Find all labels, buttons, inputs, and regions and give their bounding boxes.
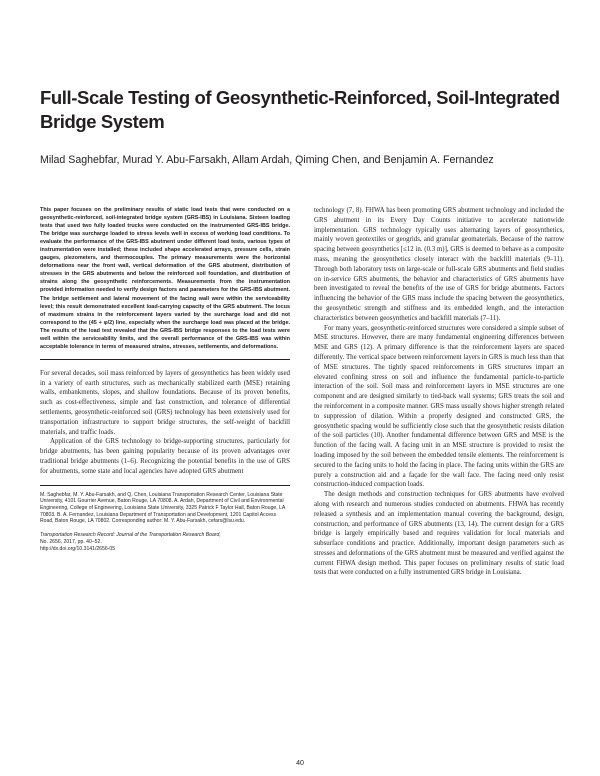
abstract: This paper focuses on the preliminary results of static load tests that were conducted on a geosynthetic-reinforced, soil-integrated bridge system (GRS-IBS) in Louisiana. Sixteen loading tests that used two fully loaded trucks were conducted on the instrumented GRS-IBS bridge. The bridge was surcharge loaded to stress levels well in excess of working load conditions. To evaluate the performance of the GRS-IBS abutment under different load tests, various types of instrumentation were installed; these included shape accelerated arrays, pressure cells, strain gauges, piezometers, and thermocouples. The primary measurements were the horizontal deformations near the front wall, vertical deformation of the GRS abutment, distribution of stresses in the GRS abutments and below the reinforced soil foundation, and distribution of strains along the geosynthetic reinforcements. Measurements from the instrumentation provided information needed to verify design factors and parameters for the GRS-IBS abutment. The bridge settlement and lateral movement of the facing wall were within the serviceability level; this result demonstrated excellent load-carrying capacity of the GRS abutment. The locus of maximum strains in the reinforcement layers varied by the surcharge load and did not correspond to the (45 + φ/2) line, especially when the surcharge load was placed at the bridge. The results of the load test revealed that the GRS-IBS bridge responses to the load tests were well within the serviceability limits, and the overall performance of the GRS-IBS was within acceptable tolerance in terms of measured strains, stresses, settlements, and deformations. <box>40 207 290 350</box>
right-column <box>314 206 564 578</box>
page-number: 40 <box>296 760 304 767</box>
paragraph: The design methods and construction techniques for GRS abutments have evolved along with research and numerous studies conducted on abutments. FHWA has recently released a synthesis and an implementation manual covering the background, design, construction, and performance of GRS abutments (13, 14). The current design for a GRS bridge is largely empirically based and requires validation for local materials and subsurface conditions and practice. Additionally, important design parameters such as stresses and deformations of the GRS abutment must be measured and verified against the current FHWA design method. This paper focuses on preliminary results of static load tests that were conducted on a fully instrumented GRS bridge in Louisiana. <box>314 491 564 577</box>
intro-text-right <box>314 206 564 578</box>
journal-name: Transportation Research Record: Journal of the Transportation Research Board, <box>40 532 221 539</box>
paragraph: technology (7, 8). FHWA has been promoting GRS abutment technology and included the GRS abutment in its Every Day Counts initiative to accelerate nationwide implementation. GRS technology typically uses alternating layers of geosynthetics, mainly woven geotextiles or geogrids, and granular geomaterials. Because of the narrow spacing between geosynthetics [≤12 in. (0.3 m)], GRS is deemed to behave as a composite mass, meaning the geosynthetics closely interact with the backfill materials (9–11). Through both laboratory tests on large-scale or full-scale GRS abutments and field studies on in-service GRS abutments, the behavior and characteristics of GRS abutments have been investigated to reveal the benefits of the use of GRS for bridge abutments. Factors influencing the behavior of the GRS mass include the spacing between the geosynthetics, the geosynthetic strength and stiffness and its embedded length, and the interaction characteristics between geosynthetics and backfill materials (7–11). <box>314 207 564 322</box>
intro-text-left <box>40 369 290 477</box>
paragraph: For several decades, soil mass reinforced by layers of geosynthetics has been widely used in a variety of earth structures, such as mechanically stabilized earth (MSE) retaining walls, embankments, slopes, and shallow foundations. Because of its proven benefits, such as cost-effectiveness, simple and fast construction, and tolerance of differential settlements, geosynthetic-reinforced soil (GRS) technology has been extensively used for transportation infrastructure to support bridge structures, the self-weight of backfill materials, and traffic loads. <box>40 369 290 436</box>
journal-issue: No. 2656, 2017, pp. 40–52. <box>40 538 102 545</box>
journal-citation <box>40 532 290 552</box>
doi-link[interactable]: http://dx.doi.org/10.3141/2656-05 <box>40 545 116 552</box>
author-affiliations: M. Saghebfar, M. Y. Abu-Farsakh, and Q. Chen, Louisiana Transportation Research Center, Louisiana State University, 4101 Gourrier Avenue, Baton Rouge, LA 70808. A. Ardah, Department of Civil and Environmental Engineering, College of Engineering, Louisiana State University, 3325 Patrick F Taylor Hall, Baton Rouge, LA 70803. B. A. Fernandez, Louisiana Department of Transportation and Development, 1201 Capitol Access Road, Baton Rouge, LA 70802. Corresponding author: M. Y. Abu-Farsakh, cefars@lsu.edu. <box>40 491 286 525</box>
left-column <box>40 206 290 552</box>
author-list: Milad Saghebfar, Murad Y. Abu-Farsakh, Allam Ardah, Qiming Chen, and Benjamin A. Fernandez <box>40 154 494 166</box>
footnote-divider <box>40 485 290 486</box>
paper-title: Full-Scale Testing of Geosynthetic-Reinforced, Soil-Integrated Bridge System <box>40 87 560 132</box>
paragraph: For many years, geosynthetic-reinforced structures were considered a simple subset of MSE structures. However, there are many fundamental engineering differences between MSE and GRS (12). A primary difference is that the reinforcement layers are spaced differently. The vertical space between reinforcement layers in GRS is much less than that of MSE structures. The tightly spaced reinforcements in GRS structures impart an elevated confining stress on soil and influence the fundamental particle-to-particle interaction of the soil. Soil mass and reinforcement layers in MSE structures are one component and are designed similarly to tied-back wall systems; GRS treats the soil and the reinforcement in a composite manner. GRS mass usually shows higher strength related to suppression of dilation. Within a properly designed and constructed GRS, the geosynthetic spacing would be sufficiently close such that the geosynthetic resists dilation of the soil particles (10). Another fundamental difference between GRS and MSE is the function of the facing wall. A facing unit in an MSE structure is provided to resist the loading imposed by the soil between the embedded tensile elements. The reinforcement is secured to the facing units to hold the facing in place. The facing units within the GRS are purely a construction aid and a façade for the wall face. The facing need only resist construction-induced compaction loads. <box>314 324 564 489</box>
abstract-divider <box>40 359 290 360</box>
paragraph: Application of the GRS technology to bridge-supporting structures, particularly for bridge abutments, has been gaining popularity because of its proven advantages over traditional bridge abutments (1–6). Recognizing the potential benefits in the use of GRS for abutments, some state and local agencies have adopted GRS abutment <box>40 438 290 475</box>
